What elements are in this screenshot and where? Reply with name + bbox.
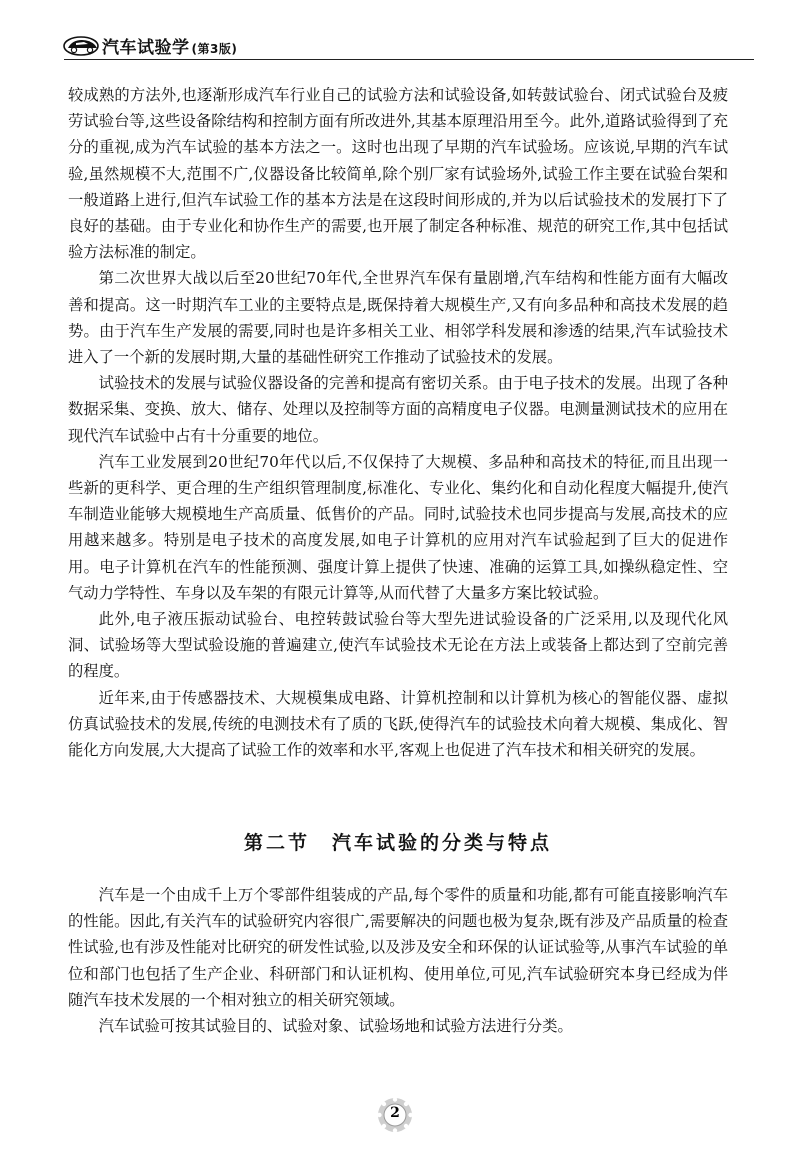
section-heading: 第二节 汽车试验的分类与特点 [243,832,552,854]
paragraph: 近年来,由于传感器技术、大规模集成电路、计算机控制和以计算机为核心的智能仪器、虚拟仿真试验技术的发展,传统的电测技术有了质的飞跃,使得汽车的试验技术向着大规模、集成化、智能化方向发展,大大提高了试验工作的效率和水平,客观上也促进了汽车技术和相关研究的发展。 [68,688,728,760]
paragraph: 较成熟的方法外,也逐渐形成汽车行业自己的试验方法和试验设备,如转鼓试验台、闭式试验台及疲劳试验台等,这些设备除结构和控制方面有所改进外,其基本原理沿用至今。此外,道路试验得到了充分的重视,成为汽车试验的基本方法之一。这时也出现了早期的汽车试验场。应该说,早期的汽车试验,虽然规模不大,范围不广,仪器设备比较简单,除个别厂家有试验场外,试验工作主要在试验台架和一般道路上进行,但汽车试验工作的基本方法是在这段时间形成的,并为以后试验技术的发展打下了良好的基础。由于专业化和协作生产的需要,也开展了制定各种标准、规范的研究工作,其中包括试验方法标准的制定。 [68,86,728,262]
running-header [62,30,762,62]
page-number-badge [376,1096,414,1134]
car-logo-icon [62,32,102,58]
section-body-text [68,882,728,1039]
paragraph: 此外,电子液压振动试验台、电控转鼓试验台等大型先进试验设备的广泛采用,以及现代化风洞、试验场等大型试验设施的普遍建立,使汽车试验技术无论在方法上或装备上都达到了空前完善的程度。 [68,610,728,681]
paragraph: 第二次世界大战以后至20世纪70年代,全世界汽车保有量剧增,汽车结构和性能方面有大幅改善和提高。这一时期汽车工业的主要特点是,既保持着大规模生产,又有向多品种和高技术发展的趋势。由于汽车生产发展的需要,同时也是许多相关工业、相邻学科发展和渗透的结果,汽车试验技术进入了一个新的发展时期,大量的基础性研究工作推动了试验技术的发展。 [68,269,728,367]
paragraph: 汽车工业发展到20世纪70年代以后,不仅保持了大规模、多品种和高技术的特征,而且出现一些新的更科学、更合理的生产组织管理制度,标准化、专业化、集约化和自动化程度大幅提升,使汽车制造业能够大规模地生产高质量、低售价的产品。同时,试验技术也同步提高与发展,高技术的应用越来越多。特别是电子技术的高度发展,如电子计算机的应用对汽车试验起到了巨大的促进作用。电子计算机在汽车的性能预测、强度计算上提供了快速、准确的运算工具,如操纵稳定性、空气动力学特性、车身以及车架的有限元计算等,从而代替了大量多方案比较试验。 [68,452,728,602]
paragraph: 试验技术的发展与试验仪器设备的完善和提高有密切关系。由于电子技术的发展。出现了各种数据采集、变换、放大、储存、处理以及控制等方面的高精度电子仪器。电测量测试技术的应用在现代汽车试验中占有十分重要的地位。 [68,374,728,445]
body-text [68,82,728,763]
book-edition: (第3版) [191,42,238,56]
book-title-text: 汽车试验学 [102,38,190,58]
paragraph: 汽车试验可按其试验目的、试验对象、试验场地和试验方法进行分类。 [98,1017,573,1036]
page-number: 2 [390,1105,400,1121]
book-title [102,33,237,58]
header-rule [64,59,754,60]
paragraph: 汽车是一个由成千上万个零部件组装成的产品,每个零件的质量和功能,都有可能直接影响汽车的性能。因此,有关汽车的试验研究内容很广,需要解决的问题也极为复杂,既有涉及产品质量的检查性试验,也有涉及性能对比研究的研发性试验,以及涉及安全和环保的认证试验等,从事汽车试验的单位和部门也包括了生产企业、科研部门和认证机构、使用单位,可见,汽车试验研究本身已经成为伴随汽车技术发展的一个相对独立的相关研究领域。 [68,886,728,1009]
